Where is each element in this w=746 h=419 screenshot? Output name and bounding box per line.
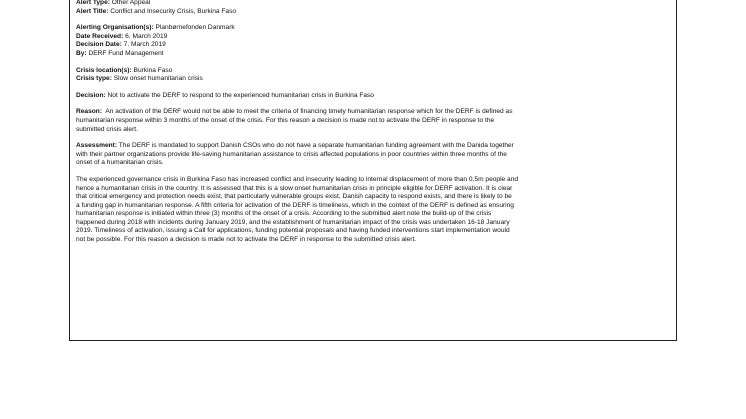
crisis-location-line [76,67,676,76]
governance-line-5: humanitarian response is initiated within three (3) months of the onset of a crisis. According to the submitted alert note the build-up of the crisis [76,210,492,218]
by-label: By: [76,49,87,57]
governance-line-8: not be possible. For this reason a decision is made not to activate the DERF in response to the submitted crisis alert. [76,236,417,244]
governance-line-3: that critical emergency and protection needs exist, that particularly vulnerable groups exist, Danish capacity to respond exists, and there is likely to be [76,193,512,201]
governance-line-2: hence a humanitarian crisis in the country. It is assessed that this is a slow onset humanitarian crisis in principle eligible for DERF activation. It is clear [76,184,513,192]
governance-line-4: a funding gap in humanitarian response. A fifth criteria for activation of the DERF is timeliness, which in the context of the DERF is defined as ensuring [76,201,514,209]
crisis-location-label: Crisis location(s): [76,66,132,74]
assessment-line-1 [76,142,676,151]
alerting-org-value: Planbørnefonden Danmark [155,24,235,32]
decision-date-value: 7. March 2019 [123,41,166,49]
decision-line [76,92,676,101]
alerting-org-label: Alerting Organisation(s): [76,24,154,32]
organisation-block [76,24,676,58]
crisis-type-value: Slow onset humanitarian crisis [113,75,203,83]
reason-block [76,108,676,134]
assessment-text-1: The DERF is mandated to support Danish CSOs who do not have a separate humanitarian funding agreement with the Danida together [118,142,514,150]
alert-header [76,0,676,16]
alert-type-value: Other Appeal [111,0,151,6]
crisis-type-line [76,75,676,84]
decision-document-box [69,0,677,341]
reason-label: Reason: [76,108,103,116]
decision-date-label: Decision Date: [76,41,122,49]
decision-date-line [76,41,676,50]
decision-block [76,92,676,101]
assessment-line-3: onset of a humanitarian crisis. [76,159,164,167]
assessment-line-2: with their partner organizations provide life-saving humanitarian assistance to crisis affected populations in poor countries within three months of the [76,150,507,158]
by-line [76,50,676,59]
reason-line-1 [76,108,676,117]
reason-line-2: humanitarian response within 3 months of the onset of the crisis. For this reason a decision is made not to activate the DERF in response to the [76,116,495,124]
alert-title-line [76,8,676,17]
date-received-value: 6. March 2019 [125,32,168,40]
alert-type-label: Alert Type: [76,0,110,6]
decision-label: Decision: [76,91,106,99]
decision-text: Not to activate the DERF to respond to the experienced humanitarian crisis in Burkina Faso [107,91,374,99]
alert-title-value: Conflict and Insecurity Crisis, Burkina Faso [110,7,237,15]
assessment-label: Assessment: [76,142,118,150]
governance-line-7: 2019. Timeliness of activation, issuing a Call for applications, funding potential proposals and having funded interventions start implementation would [76,227,510,235]
by-value: DERF Fund Management [88,49,164,57]
governance-line-1: The experienced governance crisis in Burkina Faso has increased conflict and insecurity leading to internal displacement of more than 0.5m people and [76,175,519,183]
alert-title-label: Alert Title: [76,7,109,15]
governance-block [76,176,676,245]
governance-line-6: happened during 2018 with incidents during January 2019, and the establishment of humanitarian impact of the crisis was undertaken 16-18 January [76,218,510,226]
date-received-label: Date Received: [76,32,124,40]
reason-line-3: submitted crisis alert. [76,125,138,133]
date-received-line [76,33,676,42]
alert-type-line [76,0,676,8]
crisis-block [76,67,676,84]
reason-text-1: An activation of the DERF would not be able to meet the criteria of financing timely humanitarian response which for the DERF is defined as [105,108,513,116]
crisis-location-value: Burkina Faso [133,66,173,74]
crisis-type-label: Crisis type: [76,75,112,83]
assessment-block [76,142,676,168]
alerting-org-line [76,24,676,33]
